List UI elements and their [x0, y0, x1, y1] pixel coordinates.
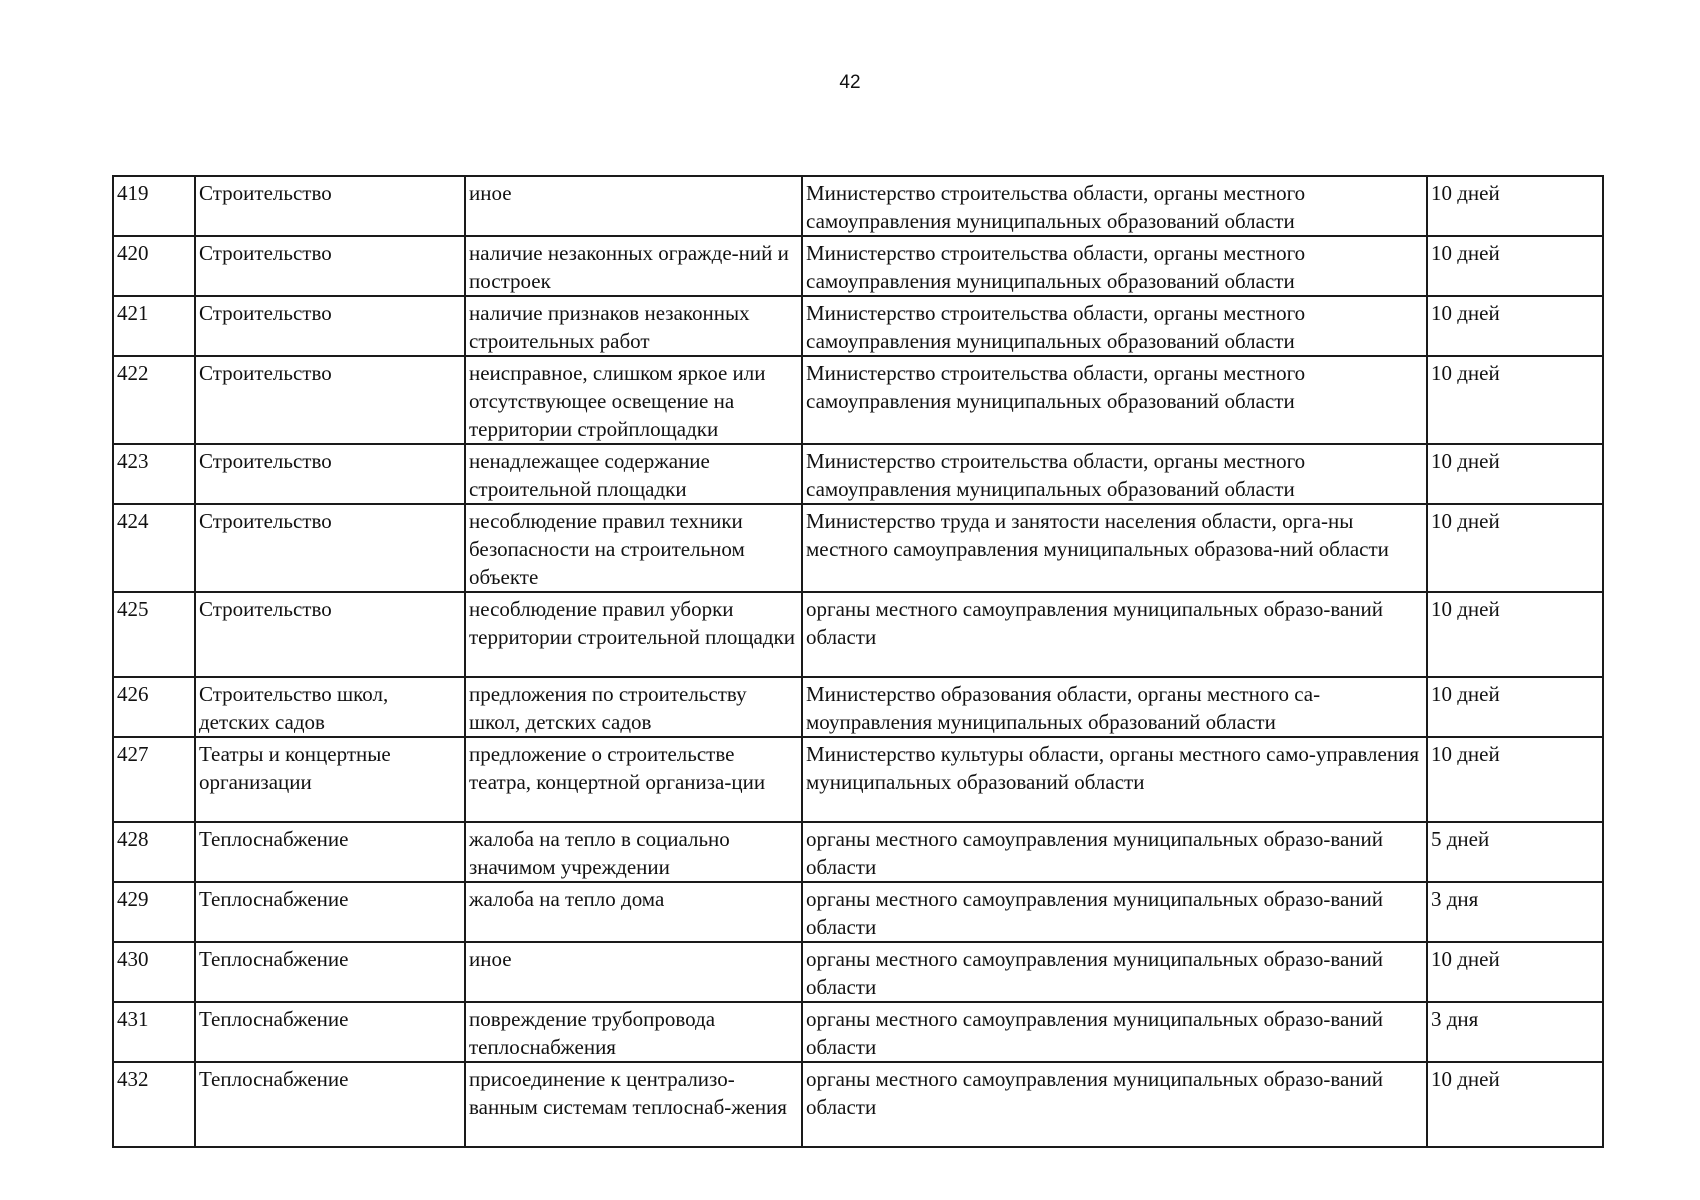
table-row — [113, 1062, 1603, 1147]
row-term: 10 дней — [1427, 236, 1603, 296]
table-row — [113, 1002, 1603, 1062]
row-issue: несоблюдение правил уборки территории строительной площадки — [465, 592, 802, 677]
row-number: 427 — [113, 737, 195, 822]
row-term: 10 дней — [1427, 677, 1603, 737]
row-organization: Министерство труда и занятости населения области, орга-ны местного самоуправления муниципальных образова-ний области — [802, 504, 1427, 592]
row-term: 10 дней — [1427, 504, 1603, 592]
row-area: Строительство — [195, 592, 465, 677]
row-issue: иное — [465, 942, 802, 1002]
row-area: Строительство — [195, 504, 465, 592]
row-number: 422 — [113, 356, 195, 444]
row-number: 431 — [113, 1002, 195, 1062]
row-area: Теплоснабжение — [195, 1002, 465, 1062]
table-row — [113, 236, 1603, 296]
row-organization: органы местного самоуправления муниципальных образо-ваний области — [802, 882, 1427, 942]
row-area: Строительство — [195, 176, 465, 236]
row-term: 3 дня — [1427, 1002, 1603, 1062]
row-area: Строительство школ, детских садов — [195, 677, 465, 737]
row-issue: жалоба на тепло дома — [465, 882, 802, 942]
row-issue: наличие незаконных огражде-ний и построек — [465, 236, 802, 296]
row-area: Теплоснабжение — [195, 942, 465, 1002]
row-term: 10 дней — [1427, 737, 1603, 822]
row-organization: Министерство строительства области, органы местного самоуправления муниципальных образований области — [802, 296, 1427, 356]
row-number: 429 — [113, 882, 195, 942]
row-organization: Министерство культуры области, органы местного само-управления муниципальных образований области — [802, 737, 1427, 822]
row-term: 10 дней — [1427, 1062, 1603, 1147]
row-issue: несоблюдение правил техники безопасности на строительном объекте — [465, 504, 802, 592]
table-row — [113, 176, 1603, 236]
row-term: 10 дней — [1427, 176, 1603, 236]
row-term: 10 дней — [1427, 444, 1603, 504]
row-number: 426 — [113, 677, 195, 737]
row-number: 423 — [113, 444, 195, 504]
row-number: 419 — [113, 176, 195, 236]
row-area: Теплоснабжение — [195, 822, 465, 882]
row-issue: присоединение к централизо-ванным системам теплоснаб-жения — [465, 1062, 802, 1147]
page-number: 42 — [839, 72, 861, 93]
row-area: Теплоснабжение — [195, 882, 465, 942]
row-issue: жалоба на тепло в социально значимом учреждении — [465, 822, 802, 882]
table-row — [113, 592, 1603, 677]
row-organization: органы местного самоуправления муниципальных образо-ваний области — [802, 942, 1427, 1002]
row-term: 10 дней — [1427, 592, 1603, 677]
row-issue: иное — [465, 176, 802, 236]
row-issue: неисправное, слишком яркое или отсутствующее освещение на территории стройплощадки — [465, 356, 802, 444]
row-issue: ненадлежащее содержание строительной площадки — [465, 444, 802, 504]
row-organization: Министерство строительства области, органы местного самоуправления муниципальных образований области — [802, 176, 1427, 236]
row-area: Теплоснабжение — [195, 1062, 465, 1147]
row-number: 432 — [113, 1062, 195, 1147]
row-number: 421 — [113, 296, 195, 356]
row-organization: Министерство строительства области, органы местного самоуправления муниципальных образований области — [802, 236, 1427, 296]
table-row — [113, 882, 1603, 942]
row-term: 10 дней — [1427, 356, 1603, 444]
row-organization: Министерство образования области, органы местного са-моуправления муниципальных образований области — [802, 677, 1427, 737]
row-number: 430 — [113, 942, 195, 1002]
row-term: 10 дней — [1427, 296, 1603, 356]
row-term: 5 дней — [1427, 822, 1603, 882]
row-issue: повреждение трубопровода теплоснабжения — [465, 1002, 802, 1062]
table-row — [113, 737, 1603, 822]
table-row — [113, 296, 1603, 356]
row-area: Театры и концертные организации — [195, 737, 465, 822]
table-row — [113, 822, 1603, 882]
row-area: Строительство — [195, 296, 465, 356]
row-number: 425 — [113, 592, 195, 677]
row-issue: наличие признаков незаконных строительных работ — [465, 296, 802, 356]
row-area: Строительство — [195, 356, 465, 444]
row-term: 3 дня — [1427, 882, 1603, 942]
row-organization: Министерство строительства области, органы местного самоуправления муниципальных образований области — [802, 356, 1427, 444]
row-area: Строительство — [195, 236, 465, 296]
table-row — [113, 356, 1603, 444]
row-organization: органы местного самоуправления муниципальных образо-ваний области — [802, 592, 1427, 677]
row-number: 420 — [113, 236, 195, 296]
row-organization: органы местного самоуправления муниципальных образо-ваний области — [802, 822, 1427, 882]
row-number: 428 — [113, 822, 195, 882]
row-number: 424 — [113, 504, 195, 592]
registry-table — [112, 175, 1604, 1148]
row-term: 10 дней — [1427, 942, 1603, 1002]
row-issue: предложение о строительстве театра, концертной организа-ции — [465, 737, 802, 822]
row-organization: органы местного самоуправления муниципальных образо-ваний области — [802, 1062, 1427, 1147]
row-organization: Министерство строительства области, органы местного самоуправления муниципальных образований области — [802, 444, 1427, 504]
row-organization: органы местного самоуправления муниципальных образо-ваний области — [802, 1002, 1427, 1062]
table-row — [113, 504, 1603, 592]
row-area: Строительство — [195, 444, 465, 504]
row-issue: предложения по строительству школ, детских садов — [465, 677, 802, 737]
table-row — [113, 677, 1603, 737]
table-row — [113, 942, 1603, 1002]
table-row — [113, 444, 1603, 504]
